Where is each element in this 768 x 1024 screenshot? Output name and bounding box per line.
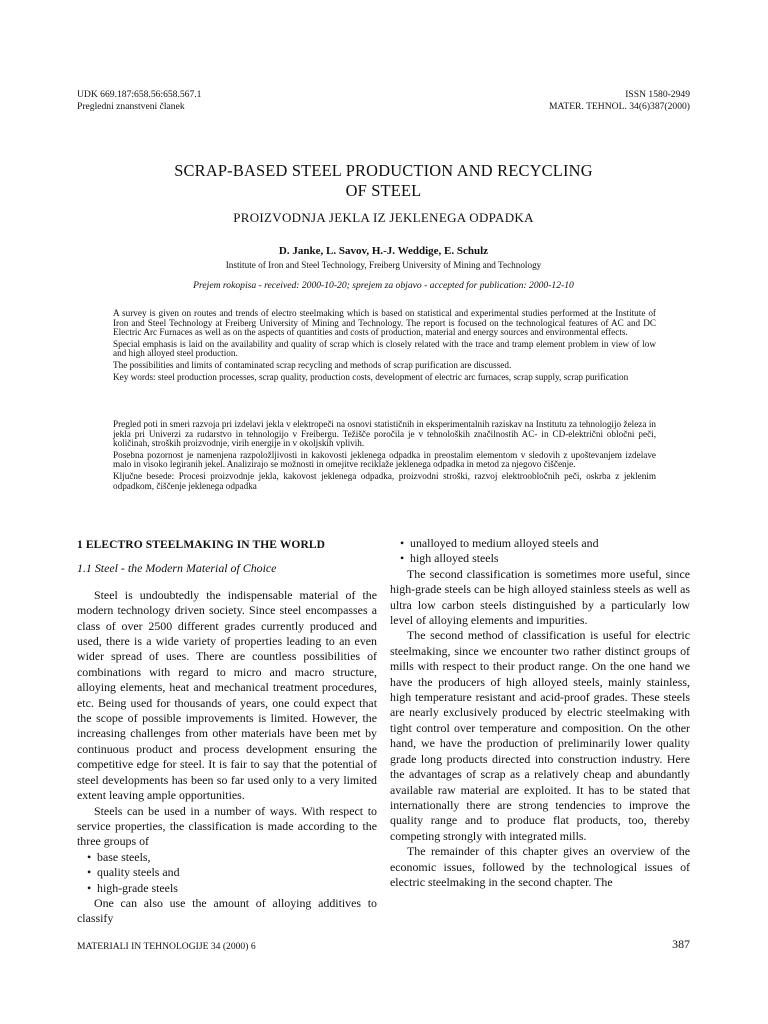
body-column-left (77, 538, 377, 927)
received-accepted-dates: Prejem rokopisa - received: 2000-10-20; sprejem za objavo - accepted for publication: 2000-12-10 (193, 280, 574, 291)
list-item: • high alloyed steels (400, 551, 690, 566)
bullet-list (390, 536, 690, 567)
udk-code: UDK 669.187:658.56:658.567.1 (77, 89, 202, 100)
article-subtitle: PROIZVODNJA JEKLA IZ JEKLENEGA ODPADKA (233, 210, 534, 225)
affiliation: Institute of Iron and Steel Technology, Freiberg University of Mining and Technology (225, 260, 542, 270)
page-number: 387 (672, 937, 690, 951)
bullet-list (77, 850, 377, 896)
title-block (77, 161, 690, 291)
abstract-slovenian (113, 420, 656, 493)
abstract-paragraph: Special emphasis is laid on the availability and quality of scrap which is closely related with the trace and tramp element problem in view of low and high alloyed steel production. (113, 338, 656, 359)
header-left (77, 89, 201, 112)
body-paragraph: Steel is undoubtedly the indispensable material of the modern technology driven society. Since steel encompasses a class of over 2500 different grades currently produced and used, there is a wide variety of properties leading to an even wider spread of uses. There are countless possibilities of combinations with regard to micro and macro structure, alloying elements, heat and mechanical treatment procedures, etc. Being used for thousands of years, one could expect that the scope of possible improvements is limited. However, the increasing challenges from other materials have been met by continuous product and process development ensuring the competitive edge for steel. It is fair to say that the potential of steel developments has been so far used only to a very limited extent leaving ample opportunities. (77, 587, 377, 803)
abstract-paragraph: The possibilities and limits of contaminated scrap recycling and methods of scrap purification are discussed. (113, 359, 512, 370)
title-line-1: SCRAP-BASED STEEL PRODUCTION AND RECYCLING (174, 161, 593, 180)
header-right (549, 89, 690, 112)
list-item: • unalloyed to medium alloyed steels and (400, 536, 690, 551)
section-heading: 1 ELECTRO STEELMAKING IN THE WORLD (77, 539, 326, 551)
journal-reference: MATER. TEHNOL. 34(6)387(2000) (548, 100, 690, 112)
abstract-paragraph: Posebna pozornost je namenjena razpoložljivosti in kakovosti jeklenega odpadka in preostalim elementom v sledovih z upoštevanjem izdelave malo in visoko legiranih jekel. Analizirajo se možnosti in omejitve reciklaže jeklenega odpadka in metod za njegovo čiščenje. (113, 449, 656, 470)
body-column-right (390, 536, 690, 890)
body-paragraph: One can also use the amount of alloying additives to classify (77, 895, 377, 926)
keywords-english: Key words: steel production processes, scrap quality, production costs, development of electric arc furnaces, scrap supply, scrap purification (113, 371, 629, 382)
article-title (77, 161, 690, 201)
body-paragraph: The remainder of this chapter gives an overview of the economic issues, followed by the technological issues of electric steelmaking in the second chapter. The (390, 844, 690, 889)
abstract-paragraph: A survey is given on routes and trends of electro steelmaking which is based on statistical and experimental studies performed at the Institute of Iron and Steel Technology at Freiberg University of Mining and Technology. The report is focused on the technological features of AC and DC Electric Arc Furnaces as well as on the aspects of quantities and costs of production, material and energy sources and environmental effects. (113, 308, 656, 338)
title-line-2: OF STEEL (345, 181, 422, 200)
abstract-english (113, 309, 656, 384)
abstract-paragraph: Pregled poti in smeri razvoja pri izdelavi jekla v elektropeči na osnovi statističnih in eksperimentalnih raziskav na Institutu za tehnologijo železa in jekla pri Univerzi za rudarstvo in tehnologijo v Freibergu. Težišče poročila je v tehnoloških značilnostih AC- in CD-električni obločni peči, količinah, stroških proizvodnje, virih energije in v okoljskih vplivih. (113, 419, 656, 449)
authors: D. Janke, L. Savov, H.-J. Weddige, E. Schulz (278, 245, 489, 257)
article-type: Pregledni znanstveni članek (77, 100, 185, 112)
body-paragraph: Steels can be used in a number of ways. With respect to service properties, the classification is made according to the three groups of (77, 803, 377, 849)
list-item: • high-grade steels (87, 881, 377, 896)
list-item: • base steels, (87, 850, 377, 865)
issn: ISSN 1580-2949 (625, 89, 690, 100)
body-paragraph: The second method of classification is useful for electric steelmaking, since we encounter two rather distinct groups of mills with respect to their product range. On the one hand we have the producers of high alloyed steels, mainly stainless, high temperature resistant and acid-proof grades. These steels are nearly exclusively produced by electric steelmaking with tight control over temperature and composition. On the other hand, we have the production of preliminarily lower quality grade long products directed into construction industry. Here the advantages of scrap as a relatively cheap and abundantly available raw material are exploited. It has to be stated that internationally there are strong tendencies to improve the quality range and to produce flat products, too, thereby competing strongly with integrated mills. (390, 628, 690, 843)
keywords-slovenian: Ključne besede: Procesi proizvodnje jekla, kakovost jeklenega odpadka, proizvodni stroški, razvoj elektroobločnih peči, oskrba z jeklenim odpadkom, čiščenje jeklenega odpadka (113, 470, 656, 491)
list-item: • quality steels and (87, 865, 377, 880)
body-paragraph: The second classification is sometimes more useful, since high-grade steels can be high alloyed stainless steels as well as ultra low carbon steels distinguished by a particularly low level of alloying elements and impurities. (390, 566, 690, 628)
footer-journal: MATERIALI IN TEHNOLOGIJE 34 (2000) 6 (77, 941, 256, 952)
subsection-heading: 1.1 Steel - the Modern Material of Choice (77, 561, 277, 576)
